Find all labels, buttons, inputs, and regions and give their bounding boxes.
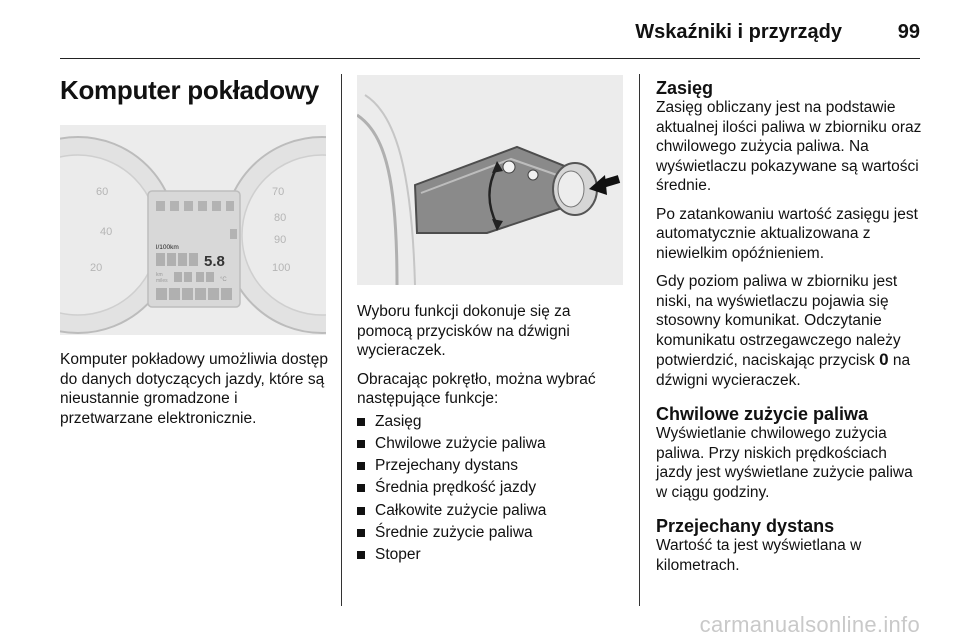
svg-text:km: km [156, 272, 163, 278]
bullet-square-icon [357, 440, 365, 448]
bullet-square-icon [357, 507, 365, 515]
watermark: carmanualsonline.info [699, 612, 920, 637]
column-3 [656, 78, 922, 584]
intro-paragraph: Komputer pokładowy umożliwia dostęp do danych dotyczących jazdy, które są nieustannie gromadzone i przetwarzane elektronicznie. [60, 351, 328, 427]
heading-chwilowe: Chwilowe zużycie paliwa [656, 404, 869, 424]
list-item: Stoper [357, 546, 629, 564]
heading-zasieg: Zasięg [656, 78, 714, 98]
svg-text:60: 60 [96, 186, 109, 198]
column-2 [357, 302, 629, 569]
column-divider-2 [639, 74, 640, 606]
instrument-cluster-illustration [60, 125, 326, 335]
list-item: Średnie zużycie paliwa [357, 524, 629, 542]
svg-text:l/100km: l/100km [156, 244, 179, 251]
bullet-square-icon [357, 462, 365, 470]
list-item: Przejechany dystans [357, 457, 629, 475]
header-rule [60, 58, 920, 59]
svg-text:5.8: 5.8 [204, 253, 225, 270]
instrument-cluster-figure [60, 125, 326, 335]
running-header-title: Wskaźniki i przyrządy [635, 21, 842, 43]
dystans-paragraph: Wartość ta jest wyświetlana w kilometrach. [656, 537, 862, 574]
column-divider-1 [341, 74, 342, 606]
list-item: Średnia prędkość jazdy [357, 479, 629, 497]
chwilowe-paragraph: Wyświetlanie chwilowego zużycia paliwa. Przy niskich prędkościach jazdy jest wyświetlane zużycie paliwa w ciągu godziny. [656, 425, 913, 501]
svg-text:°C: °C [220, 277, 227, 283]
page-number: 99 [897, 21, 920, 43]
zasieg-paragraph-2: Po zatankowaniu wartość zasięgu jest automatycznie aktualizowana z niewielkim opóźnieniem. [656, 205, 918, 262]
svg-text:miles: miles [156, 278, 168, 284]
bullet-square-icon [357, 484, 365, 492]
rotation-paragraph: Obracając pokrętło, można wybrać następujące funkcje: [357, 370, 596, 407]
wiper-stalk-figure [357, 75, 623, 285]
svg-text:80: 80 [274, 212, 287, 224]
list-item: Zasięg [357, 413, 629, 431]
svg-text:100: 100 [272, 262, 291, 274]
svg-text:70: 70 [272, 186, 285, 198]
list-item: Chwilowe zużycie paliwa [357, 435, 629, 453]
bullet-square-icon [357, 418, 365, 426]
zasieg-paragraph-3: Gdy poziom paliwa w zbiorniku jest niski, na wyświetlaczu pojawia się stosowny komunikat. Odczytanie komunikatu ostrzegawczego należy potwierdzić, naciskając przycisk 0 na dźwigni wycieraczek. [656, 273, 911, 389]
svg-text:20: 20 [90, 262, 103, 274]
zasieg-paragraph-1: Zasięg obliczany jest na podstawie aktualnej ilości paliwa w zbiorniku oraz chwilowego zużycia paliwa. Na wyświetlaczu pokazywane są wartości średnie. [656, 99, 922, 194]
heading-dystans: Przejechany dystans [656, 516, 835, 536]
svg-text:90: 90 [274, 234, 287, 246]
function-list [357, 413, 629, 565]
selection-paragraph: Wyboru funkcji dokonuje się za pomocą przycisków na dźwigni wycieraczek. [357, 303, 571, 359]
section-title: Komputer pokładowy [60, 75, 319, 105]
list-item: Całkowite zużycie paliwa [357, 502, 629, 520]
column-1 [60, 350, 330, 437]
bullet-square-icon [357, 529, 365, 537]
button-zero-label: 0 [879, 350, 889, 369]
wiper-stalk-illustration [357, 75, 623, 285]
bullet-square-icon [357, 551, 365, 559]
svg-text:40: 40 [100, 226, 113, 238]
